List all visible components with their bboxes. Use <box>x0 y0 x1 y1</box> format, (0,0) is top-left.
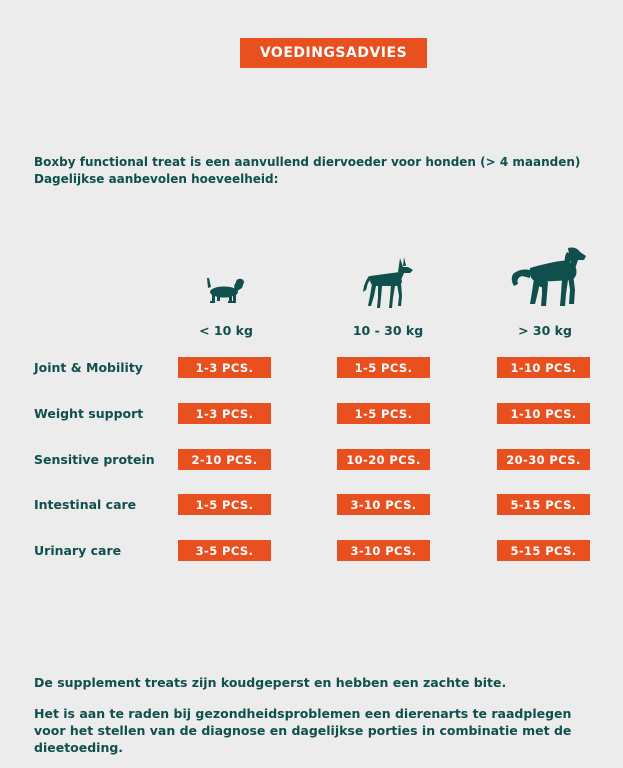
intro-line-2: Dagelijkse aanbevolen hoeveelheid: <box>34 172 279 186</box>
dose-badge: 1-3 PCS. <box>178 357 271 378</box>
dose-badge: 10-20 PCS. <box>337 449 430 470</box>
row-label-intestinal-care: Intestinal care <box>34 497 137 512</box>
intro-text <box>34 154 594 188</box>
dose-badge: 3-10 PCS. <box>337 494 430 515</box>
dose-badge: 1-3 PCS. <box>178 403 271 424</box>
row-label-urinary-care: Urinary care <box>34 543 122 558</box>
medium-dog-icon <box>360 256 416 310</box>
page-title: VOEDINGSADVIES <box>240 38 427 68</box>
intro-line-1: Boxby functional treat is een aanvullend diervoeder voor honden (> 4 maanden) <box>34 155 581 169</box>
weight-label-medium: 10 - 30 kg <box>352 323 424 338</box>
weight-label-large: > 30 kg <box>518 323 572 338</box>
dose-badge: 5-15 PCS. <box>497 540 590 561</box>
row-label-weight-support: Weight support <box>34 406 144 421</box>
dose-badge: 1-10 PCS. <box>497 357 590 378</box>
row-label-joint-mobility: Joint & Mobility <box>34 360 143 375</box>
weight-label-small: < 10 kg <box>199 323 253 338</box>
dose-badge: 20-30 PCS. <box>497 449 590 470</box>
dose-badge: 3-5 PCS. <box>178 540 271 561</box>
dose-badge: 3-10 PCS. <box>337 540 430 561</box>
dose-badge: 1-5 PCS. <box>337 403 430 424</box>
large-dog-icon <box>510 246 588 308</box>
row-label-sensitive-protein: Sensitive protein <box>34 452 155 467</box>
dose-badge: 1-5 PCS. <box>178 494 271 515</box>
dose-badge: 1-10 PCS. <box>497 403 590 424</box>
small-dog-icon <box>204 270 246 304</box>
footer-note-vet-advice: Het is aan te raden bij gezondheidsproblemen een dierenarts te raadplegen voor het stellen van de diagnose en dagelijkse porties in combinatie met de dieetoeding. <box>34 706 572 755</box>
dose-badge: 1-5 PCS. <box>337 357 430 378</box>
footer-note-cold-pressed: De supplement treats zijn koudgeperst en hebben een zachte bite. <box>34 675 507 690</box>
dose-badge: 2-10 PCS. <box>178 449 271 470</box>
dose-badge: 5-15 PCS. <box>497 494 590 515</box>
